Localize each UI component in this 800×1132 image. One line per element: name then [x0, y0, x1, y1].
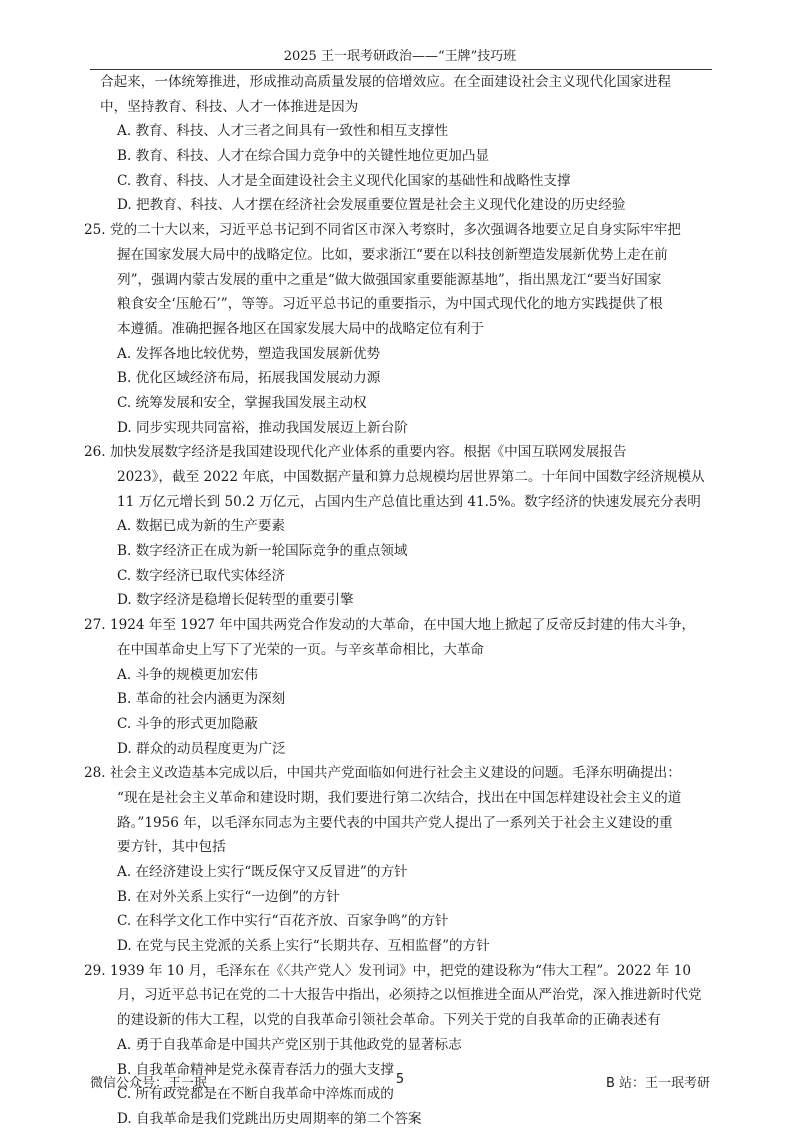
question-stem: 11 万亿元增长到 50.2 万亿元，占国内生产总值比重达到 41.5%。数字经济的快速发展充分表明	[117, 493, 701, 510]
page-number: 5	[395, 1072, 405, 1087]
question-stem: 28. 社会主义改造基本完成以后，中国共产党面临如何进行社会主义建设的问题。毛泽东明确提出：	[84, 765, 681, 782]
intro-line: 中，坚持教育、科技、人才一体推进是因为	[100, 98, 359, 115]
option-c: C. 所有政党都是在不断自我革命中淬炼而成的	[117, 1086, 394, 1103]
question-26	[84, 440, 720, 613]
option-d: D. 自我革命是我们党跳出历史周期率的第二个答案	[117, 1110, 422, 1127]
option-b: B. 教育、科技、人才在综合国力竞争中的关键性地位更加凸显	[117, 148, 490, 165]
option-c: C. 在科学文化工作中实行“百花齐放、百家争鸣”的方针	[117, 913, 449, 930]
option-a: A. 数据已成为新的生产要素	[117, 518, 285, 535]
option-a: A. 在经济建设上实行“既反保守又反冒进”的方针	[117, 864, 408, 880]
page-footer	[90, 1072, 710, 1092]
intro-block	[100, 70, 720, 218]
option-c: C. 教育、科技、人才是全面建设社会主义现代化国家的基础性和战略性支撑	[117, 172, 571, 189]
option-a: A. 斗争的规模更加宏伟	[117, 666, 258, 683]
question-stem: 要方针，其中包括	[117, 839, 226, 856]
question-stem: “现在是社会主义革命和建设时期，我们要进行第二次结合，找出在中国怎样建设社会主义的道	[117, 789, 682, 806]
option-d: D. 群众的动员程度更为广泛	[117, 740, 286, 757]
option-b: B. 革命的社会内涵更为深刻	[117, 691, 286, 708]
question-stem: 握在国家发展大局中的战略定位。比如，要求浙江“要在以科技创新塑造发展新优势上走在前	[117, 246, 668, 263]
question-27	[84, 613, 720, 761]
question-28	[84, 761, 720, 959]
question-stem: 粮食安全‘压舱石’”，等等。习近平总书记的重要指示，为中国式现代化的地方实践提供了根	[117, 296, 663, 313]
option-c: C. 统筹发展和安全，掌握我国发展主动权	[117, 394, 367, 411]
question-stem: 列”，强调内蒙古发展的重中之重是“做大做强国家重要能源基地”，指出黑龙江“要当好国家	[117, 271, 662, 288]
question-stem: 25. 党的二十大以来，习近平总书记到不同省区市深入考察时，多次强调各地要立足自身实际牢牢把	[84, 222, 681, 239]
option-d: D. 在党与民主党派的关系上实行“长期共存、互相监督”的方针	[117, 938, 490, 955]
option-b: B. 在对外关系上实行“一边倒”的方针	[117, 888, 340, 905]
option-c: C. 斗争的形式更加隐蔽	[117, 715, 258, 732]
page-header: 2025 王一珉考研政治——“王牌”技巧班	[283, 49, 517, 64]
footer-wechat: 微信公众号：王一珉	[90, 1076, 208, 1091]
question-stem: 月，习近平总书记在党的二十大报告中指出，必须持之以恒推进全面从严治党，深入推进新时代党	[117, 987, 702, 1004]
option-b: B. 数字经济正在成为新一轮国际竞争的重点领域	[117, 543, 408, 560]
question-29	[84, 959, 720, 1132]
question-stem: 的建设新的伟大工程，以党的自我革命引领社会革命。下列关于党的自我革命的正确表述有	[117, 1012, 661, 1029]
option-a: A. 发挥各地比较优势，塑造我国发展新优势	[117, 345, 381, 362]
question-stem: 路。”1956 年，以毛泽东同志为主要代表的中国共产党人提出了一系列关于社会主义建设的重	[117, 814, 673, 831]
option-b: B. 优化区域经济布局，拓展我国发展动力源	[117, 370, 381, 387]
question-25	[84, 218, 720, 440]
question-stem: 本遵循。准确把握各地区在国家发展大局中的战略定位有利于	[117, 320, 485, 337]
question-stem: 2023》，截至 2022 年底，中国数据产量和算力总规模均居世界第二。十年间中国数字经济规模从	[117, 469, 705, 485]
footer-bilibili: B 站：王一珉考研	[605, 1076, 710, 1091]
intro-line: 合起来，一体统筹推进，形成推动高质量发展的倍增效应。在全面建设社会主义现代化国家进程	[100, 74, 671, 90]
option-d: D. 把教育、科技、人才摆在经济社会发展重要位置是社会主义现代化建设的历史经验	[117, 197, 626, 214]
question-content	[84, 70, 720, 1132]
option-b: B. 自我革命精神是党永葆青春活力的强大支撑	[117, 1061, 394, 1078]
option-a: A. 勇于自我革命是中国共产党区别于其他政党的显著标志	[117, 1036, 462, 1053]
option-d: D. 同步实现共同富裕，推动我国发展迈上新台阶	[117, 419, 408, 436]
question-stem: 26. 加快发展数字经济是我国建设现代化产业体系的重要内容。根据《中国互联网发展报告	[84, 444, 627, 461]
option-d: D. 数字经济是稳增长促转型的重要引擎	[117, 592, 354, 609]
option-c: C. 数字经济已取代实体经济	[117, 567, 286, 584]
question-stem: 27. 1924 年至 1927 年中国共两党合作发动的大革命，在中国大地上掀起了反帝反封建的伟大斗争，	[84, 617, 696, 634]
question-stem: 在中国革命史上写下了光荣的一页。与辛亥革命相比，大革命	[117, 641, 485, 658]
option-a: A. 教育、科技、人才三者之间具有一致性和相互支撑性	[117, 123, 449, 140]
question-stem: 29. 1939 年 10 月，毛泽东在《〈共产党人〉发刊词》中，把党的建设称为“伟大工程”。2022 年 10	[84, 962, 692, 979]
